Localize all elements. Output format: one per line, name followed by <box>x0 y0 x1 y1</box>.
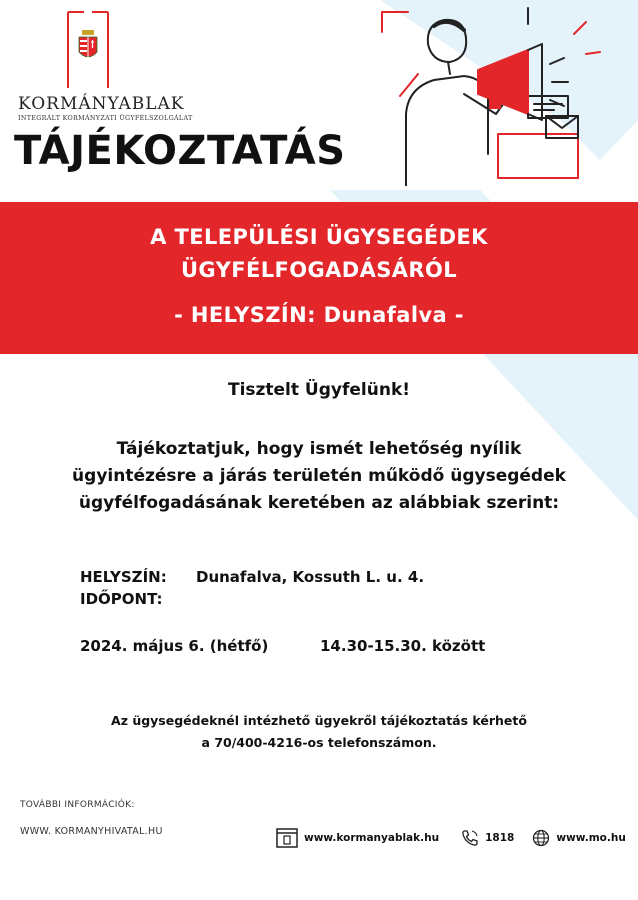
hungarian-coat-of-arms-icon <box>66 10 110 90</box>
intro-line: ügyintézésre a járás területén működő ügysegédek <box>72 466 566 486</box>
banner-location: - HELYSZÍN: Dunafalva - <box>174 303 464 327</box>
illustration <box>378 4 610 186</box>
mo-link-item[interactable] <box>532 829 626 847</box>
kormanyablak-link[interactable]: www.kormanyablak.hu <box>304 832 440 844</box>
kormanyhivatal-link[interactable]: WWW. KORMANYHIVATAL.HU <box>20 826 163 837</box>
location-row <box>80 566 424 588</box>
browser-window-icon <box>276 828 298 848</box>
logo <box>66 10 110 90</box>
intro-line: Tájékoztatjuk, hogy ismét lehetőség nyílik <box>116 439 522 459</box>
note-line: a 70/400-4216-os telefonszámon. <box>201 735 437 750</box>
page-title: TÁJÉKOZTATÁS <box>14 128 346 174</box>
kormanyablak-link-item[interactable] <box>276 828 439 848</box>
date-row <box>80 637 486 655</box>
globe-icon <box>532 829 550 847</box>
more-info-label: TOVÁBBI INFORMÁCIÓK: <box>20 800 135 810</box>
brand-block <box>18 95 193 122</box>
footer-info <box>20 800 163 837</box>
phone-icon <box>461 829 479 847</box>
greeting: Tisztelt Ügyfelünk! <box>227 380 411 400</box>
contact-note <box>0 710 638 754</box>
note-line: Az ügysegédeknél intézhető ügyekről tájékoztatás kérhető <box>111 713 527 728</box>
megaphone-person-icon <box>378 4 610 186</box>
footer-links <box>276 828 626 848</box>
banner-line-2: ÜGYFÉLFOGADÁSÁRÓL <box>180 258 458 282</box>
time-label: IDŐPONT: <box>80 590 163 608</box>
phone-item[interactable] <box>461 829 514 847</box>
details-block <box>80 566 424 610</box>
brand-subtitle: INTEGRÁLT KORMÁNYZATI ÜGYFÉLSZOLGÁLAT <box>18 114 193 122</box>
intro-paragraph <box>0 436 638 517</box>
intro-line: ügyfélfogadásának keretében az alábbiak szerint: <box>78 493 560 513</box>
event-time: 14.30-15.30. között <box>320 637 486 655</box>
mo-link[interactable]: www.mo.hu <box>556 832 626 844</box>
banner-line-1: A TELEPÜLÉSI ÜGYSEGÉDEK <box>150 225 488 249</box>
title-banner <box>0 202 638 354</box>
brand-name: KORMÁNYABLAK <box>18 94 185 114</box>
location-value: Dunafalva, Kossuth L. u. 4. <box>196 568 425 586</box>
location-label: HELYSZÍN: <box>80 568 167 586</box>
phone-number[interactable]: 1818 <box>485 832 515 844</box>
event-date: 2024. május 6. (hétfő) <box>80 637 269 655</box>
time-label-row <box>80 588 424 610</box>
